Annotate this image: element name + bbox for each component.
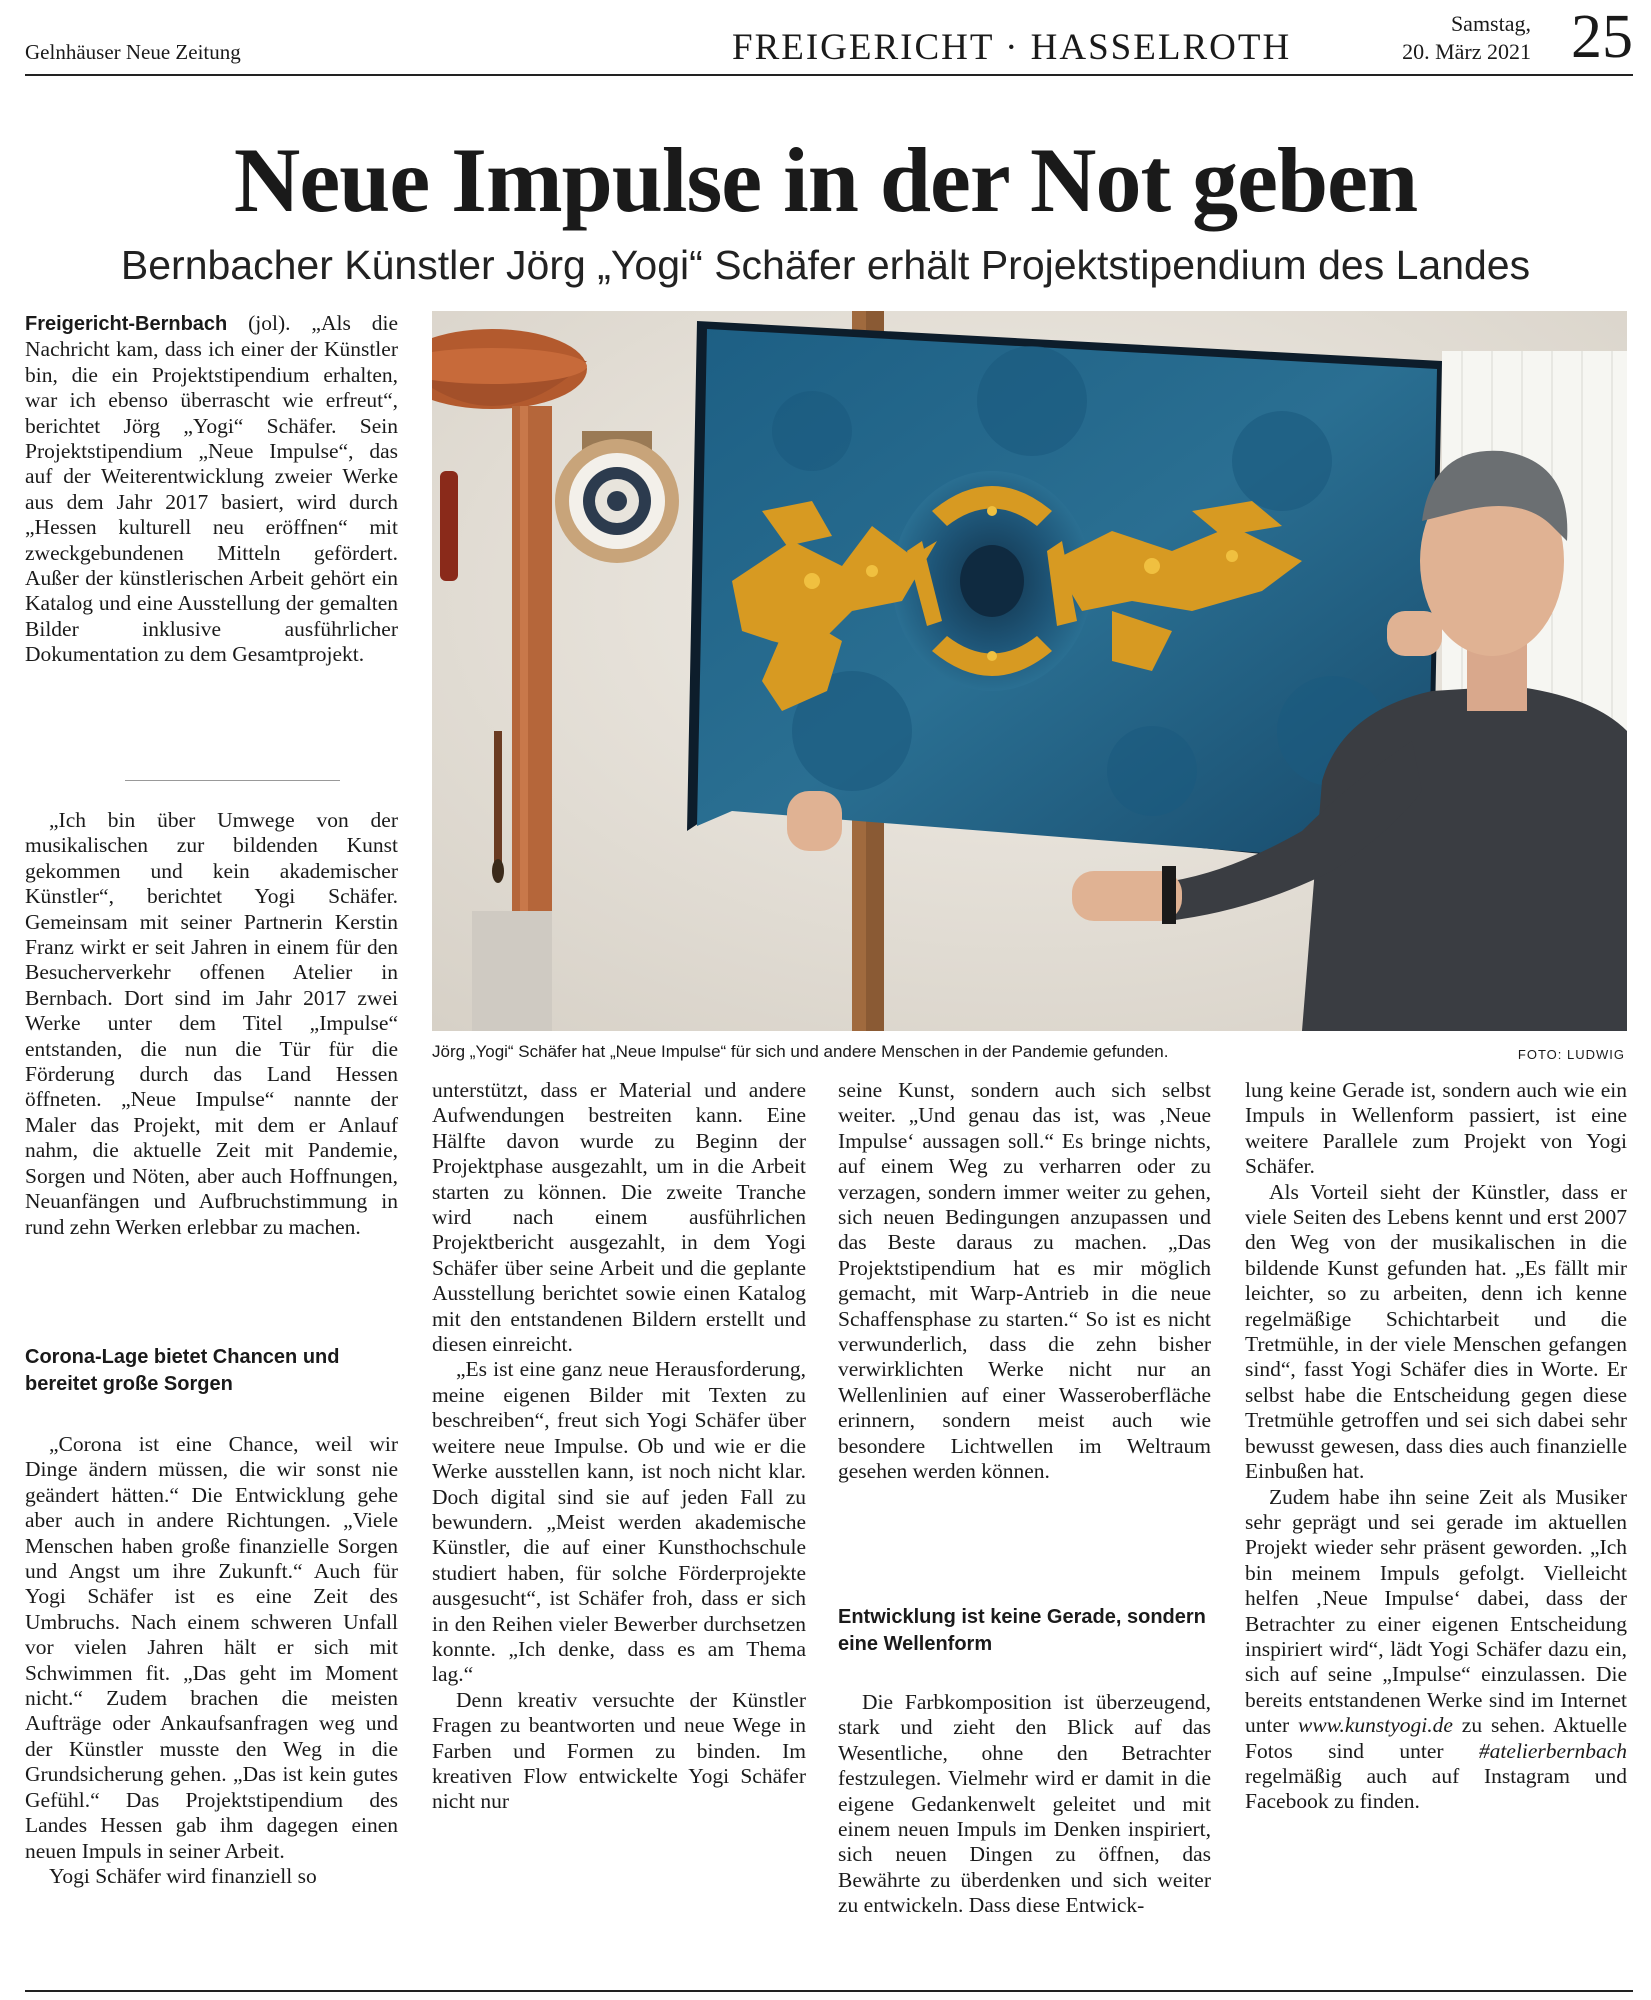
newspaper-name: Gelnhäuser Neue Zeitung xyxy=(25,40,241,64)
paragraph: lung keine Gerade ist, sondern auch wie ein Impuls in Wellenform passiert, ist eine weitere Parallele zum Projekt von Yogi Schäfer. xyxy=(1245,1078,1627,1179)
text-segment: regelmäßig auch auf Instagram und Facebook zu finden. xyxy=(1245,1763,1627,1814)
website-url: www.kunstyogi.de xyxy=(1298,1713,1453,1738)
header-rule xyxy=(25,74,1633,76)
column-3 xyxy=(838,1078,1211,1485)
paragraph: Die Farbkomposition ist überzeugend, stark und zieht den Blick auf das Wesentliche, ohne den Betrachter festzulegen. Vielmehr wird er damit in die eigene Gedankenwelt geleitet und mit einem neuen Impuls im Denken inspiriert, sich neuen Dingen zu öffnen, das Bewährte zu überdenken und sich weiter zu entwickeln. Dass diese Entwick- xyxy=(838,1690,1211,1918)
column-1-body xyxy=(25,808,398,1240)
issue-date-text: 20. März 2021 xyxy=(1402,39,1531,64)
text-segment: Zudem habe ihn seine Zeit als Musiker sehr geprägt und sei gerade im aktuellen Projekt wieder sehr präsent geworden. „Ich bin meinem Impuls gefolgt. Vielleicht helfen ‚Neue Impulse‘ dabei, dass der Betrachter zu einer eigenen Entscheidung inspiriert wird“, lädt Yogi Schäfer dazu ein, sich auf seine „Impulse“ einzulassen. Die bereits entstandenen Werke sind im Internet unter xyxy=(1245,1484,1627,1738)
section-title: FREIGERICHT · HASSELROTH xyxy=(732,27,1292,68)
photo-caption: Jörg „Yogi“ Schäfer hat „Neue Impulse“ für sich und andere Menschen in der Pandemie gefunden. xyxy=(432,1042,1169,1061)
article-headline: Neue Impulse in der Not geben xyxy=(233,129,1418,231)
dateline: Freigericht-Bernbach xyxy=(25,313,228,335)
column-1-lead xyxy=(25,311,398,668)
paragraph: „Corona ist eine Chance, weil wir Dinge ändern müssen, die wir sonst nie geändert hätten.“ Die Entwicklung gehe aber auch in andere Richtungen. „Viele Menschen haben große finanzielle Sorgen und Angst um ihre Zukunft.“ Auch für Yogi Schäfer ist es eine Zeit des Umbruchs. Nach einem schweren Unfall vor vielen Jahren hält er sich mit Schwimmen fit. „Das geht im Moment nicht.“ Zudem brachen die meisten Aufträge oder Ankaufsanfragen weg und der Künstler musste den Weg in die Grundsicherung gehen. „Das ist kein gutes Gefühl.“ Das Projektstipendium des Landes Hessen gab ihm dagegen einen neuen Impuls in seiner Arbeit. xyxy=(25,1432,398,1863)
lead-paragraph xyxy=(25,311,398,668)
article-subheadline: Bernbacher Künstler Jörg „Yogi“ Schäfer erhält Projektstipendium des Landes xyxy=(120,242,1531,288)
paragraph: „Ich bin über Umwege von der musikalischen zur bildenden Kunst gekommen und kein akademischer Künstler“, berichtet Yogi Schäfer. Gemeinsam mit seiner Partnerin Kerstin Franz wirkt er seit Jahren in einem für den Besucherverkehr offenen Atelier in Bernbach. Dort sind im Jahr 2017 zwei Werke unter dem Titel „Impulse“ entstanden, die nun die Tür für die Förderung durch das Land Hessen öffneten. „Neue Impulse“ nannte der Maler das Projekt, mit dem er Anlauf nahm, die aktuelle Zeit mit Pandemie, Sorgen und Nöten, aber auch Hoffnungen, Neuanfängen und Aufbruchstimmung in rund zehn Werken erlebbar zu machen. xyxy=(25,808,398,1239)
column-2 xyxy=(432,1078,806,1815)
lead-text: (jol). „Als die Nachricht kam, dass ich einer der Künstler bin, die ein Projektstipendium erhalten, war ich ebenso überrascht wie erfreut“, berichtet Jörg „Yogi“ Schäfer. Sein Projektstipendium „Neue Impulse“, das auf der Weiterentwicklung zweier Werke aus dem Jahr 2017 basiert, wird durch „Hessen kulturell neu eröffnen“ mit zweckgebundenen Mitteln gefördert. Außer der künstlerischen Arbeit gehört ein Katalog und eine Ausstellung der gemalten Bilder inklusive ausführlicher Dokumentation zu dem Gesamtprojekt. xyxy=(25,311,398,667)
paragraph: Denn kreativ versuchte der Künstler Fragen zu beantworten und neue Wege in Farben und Formen zu binden. Im kreativen Flow entwickelte Yogi Schäfer nicht nur xyxy=(432,1687,806,1814)
subheading-corona: Corona-Lage bietet Chancen und bereitet große Sorgen xyxy=(25,1346,340,1395)
issue-date xyxy=(1402,10,1531,66)
column-separator xyxy=(125,780,340,781)
column-4 xyxy=(1245,1078,1627,1815)
paragraph: Als Vorteil sieht der Künstler, dass er viele Seiten des Lebens kennt und erst 2007 den Weg von der musikalischen in die bildende Kunst gefunden hat. „Es fällt mir leichter, so zu arbeiten, denn ich kenne regelmäßige Schichtarbeit und die Tretmühle, in der viele Menschen gefangen sind“, fasst Yogi Schäfer dies in Worte. Er selbst habe die Entscheidung gegen diese Tretmühle getroffen und sei sich dabei sehr bewusst gewesen, dass dies auch finanzielle Einbußen hat. xyxy=(1245,1179,1627,1484)
hashtag: #atelierbernbach xyxy=(1478,1738,1627,1763)
photo-artist-with-painting xyxy=(432,311,1627,1031)
issue-day: Samstag, xyxy=(1450,11,1531,36)
paragraph-with-links xyxy=(1245,1485,1627,1815)
paragraph: unterstützt, dass er Material und andere Aufwendungen bestreiten kann. Eine Hälfte davon wurde zu Beginn der Projektphase ausgezahlt, um in die Arbeit starten zu können. Die zweite Tranche wird nach einem ausführlichen Projektbericht ausgezahlt, in dem Yogi Schäfer über seine Arbeit und die geplante Ausstellung berichtet sowie einen Katalog mit den entstandenen Bildern erstellt und diesen einreicht. xyxy=(432,1078,806,1357)
paragraph: „Es ist eine ganz neue Herausforderung, meine eigenen Bilder mit Texten zu beschreiben“, freut sich Yogi Schäfer über weitere neue Impulse. Ob und wie er die Werke ausstellen kann, ist noch nicht klar. Doch digital sind sie auf jeden Fall zu bewundern. „Meist werden akademische Künstler, die auf einer Kunsthochschule studiert haben, für solche Förderprojekte ausgesucht“, ist Schäfer froh, dass er sich in den Reihen vieler Bewerber durchsetzen konnte. „Ich denke, dass es am Thema lag.“ xyxy=(432,1357,806,1687)
footer-rule xyxy=(25,1990,1633,1992)
subheading-entwicklung: Entwicklung ist keine Gerade, sondern eine Wellenform xyxy=(838,1606,1206,1655)
column-3-lower xyxy=(838,1690,1211,1919)
paragraph: Yogi Schäfer wird finanziell so xyxy=(49,1863,317,1888)
column-1-lower xyxy=(25,1432,398,1889)
page-number: 25 xyxy=(1571,3,1633,71)
paragraph: seine Kunst, sondern auch sich selbst weiter. „Und genau das ist, was ‚Neue Impulse‘ aussagen soll.“ Es bringe nichts, auf einem Weg zu verharren oder zu verzagen, sondern immer weiter zu gehen, sich neuen Bedingungen anzupassen und das Beste daraus zu machen. „Das Projektstipendium hat es mir möglich gemacht, mit Warp-Antrieb in die neue Schaffensphase zu starten.“ So ist es nicht verwunderlich, dass die zehn bisher verwirklichten Werke nicht nur an Wellenlinien auf einer Wasseroberfläche erinnern, sondern meist auch wie besondere Lichtwellen im Weltraum gesehen werden können. xyxy=(838,1078,1211,1484)
article-photo xyxy=(432,311,1627,1031)
photo-credit: FOTO: LUDWIG xyxy=(1517,1047,1625,1062)
text-segment: zu sehen. Aktuelle Fotos sind unter xyxy=(1245,1713,1627,1763)
